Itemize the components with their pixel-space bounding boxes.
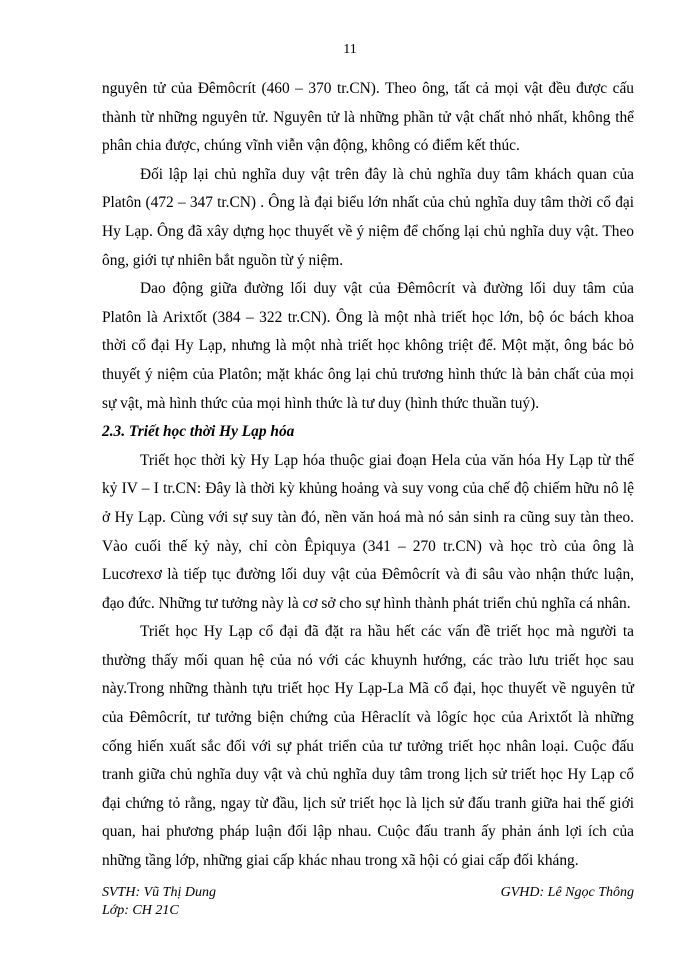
- paragraph-plato-idealism: Đối lập lại chủ nghĩa duy vật trên đây là chủ nghĩa duy tâm khách quan của Platôn (472 – 347 tr.CN) . Ông là đại biểu lớn nhất của chủ nghĩa duy tâm thời cổ đại Hy Lạp. Ông đã xây dựng học thuyết về ý niệm để chống lại chủ nghĩa duy vật. Theo ông, giới tự nhiên bắt nguồn từ ý niệm.: [102, 165, 634, 269]
- footer-class: Lớp: CH 21C: [102, 903, 179, 918]
- footer-student-info: [102, 884, 216, 920]
- section-heading: 2.3. Triết học thời Hy Lạp hóa: [102, 423, 295, 441]
- paragraph-democritus-atoms: nguyên tử của Đêmôcrít (460 – 370 tr.CN). Theo ông, tất cả mọi vật đều được cấu thành từ những nguyên tử. Nguyên tử là những phần tử vật chất nhỏ nhất, không thể phân chia được, chúng vĩnh viễn vận động, không có điểm kết thúc.: [102, 80, 634, 155]
- page-number: 11: [343, 42, 357, 57]
- footer-advisor: GVHD: Lê Ngọc Thông: [500, 885, 634, 900]
- footer-student-name: SVTH: Vũ Thị Dung: [102, 885, 216, 900]
- paragraph-hellenistic-philosophy: Triết học thời kỳ Hy Lạp hóa thuộc giai đoạn Hela của văn hóa Hy Lạp từ thế kỷ IV – I tr.CN: Đây là thời kỳ khủng hoảng và suy vong của chế độ chiếm hữu nô lệ ở Hy Lạp. Cùng với sự suy tàn đó, nền văn hoá mà nó sản sinh ra cũng suy tàn theo. Vào cuối thế kỷ này, chỉ còn Êpiquya (341 – 270 tr.CN) và học trò của ông là Lucơrexơ là tiếp tục đường lối duy vật của Đêmôcrít và đi sâu vào nhận thức luận, đạo đức. Những tư tưởng này là cơ sở cho sự hình thành phát triển chủ nghĩa cá nhân.: [102, 451, 634, 612]
- paragraph-aristotle: Dao động giữa đường lối duy vật của Đêmôcrít và đường lối duy tâm của Platôn là Arixtốt (384 – 322 tr.CN). Ông là một nhà triết học lớn, bộ óc bách khoa thời cổ đại Hy Lạp, nhưng là một nhà triết học không triệt để. Một mặt, ông bác bỏ thuyết ý niệm của Platôn; mặt khác ông lại chủ trương hình thức là bản chất của mọi sự vật, mà hình thức của mọi hình thức là tư duy (hình thức thuần tuý).: [102, 280, 634, 412]
- page-body: [102, 75, 634, 876]
- paragraph-greek-philosophy-summary: Triết học Hy Lạp cổ đại đã đặt ra hầu hết các vấn đề triết học mà người ta thường thấy mối quan hệ của nó với các khuynh hướng, các trào lưu triết học sau này.Trong những thành tựu triết học Hy Lạp-La Mã cổ đại, học thuyết về nguyên tử của Đêmôcrít, tư tưởng biện chứng của Hêraclít và lôgíc học của Arixtốt là những cống hiến xuất sắc đối với sự phát triển của tư tưởng triết học nhân loại. Cuộc đấu tranh giữa chủ nghĩa duy vật và chủ nghĩa duy tâm trong lịch sử triết học Hy Lạp cổ đại chứng tỏ rằng, ngay từ đầu, lịch sử triết học là lịch sử đấu tranh giữa hai thế giới quan, hai phương pháp luận đối lập nhau. Cuộc đấu tranh ấy phản ánh lợi ích của những tầng lớp, những giai cấp khác nhau trong xã hội có giai cấp đối kháng.: [102, 623, 634, 870]
